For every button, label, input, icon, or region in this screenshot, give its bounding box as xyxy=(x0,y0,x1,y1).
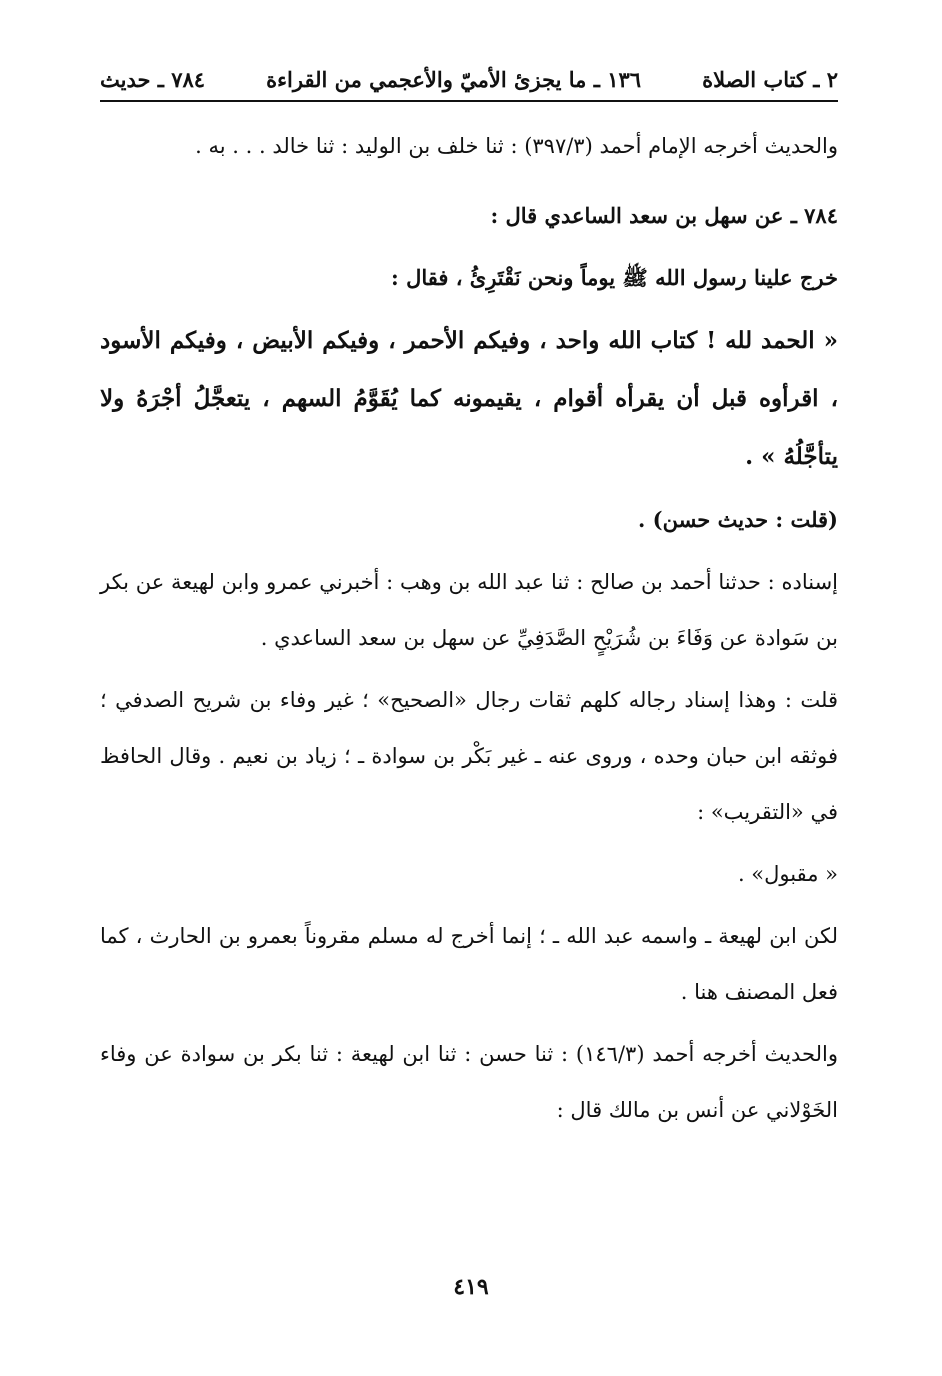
paragraph-ibn-lahia: لكن ابن لهيعة ـ واسمه عبد الله ـ ؛ إنما أخرج له مسلم مقروناً بعمرو بن الحارث ، كما فعل المصنف هنا . xyxy=(100,924,838,1004)
page-number: ٤١٩ xyxy=(453,1274,489,1300)
grading-note: (قلت : حديث حسن) . xyxy=(638,507,838,532)
header-chapter: ٢ ـ كتاب الصلاة xyxy=(702,67,838,92)
hadith-heading: ٧٨٤ ـ عن سهل بن سعد الساعدي قال : xyxy=(490,203,838,228)
page-body xyxy=(100,118,838,1138)
paragraph-quote-maqbul: « مقبول» . xyxy=(737,862,838,886)
header-divider xyxy=(100,100,838,102)
header-hadith-number: ٧٨٤ ـ حديث xyxy=(100,67,206,92)
running-header xyxy=(100,58,838,98)
paragraph-commentary: قلت : وهذا إسناد رجاله كلهم ثقات رجال «الصحيح» ؛ غير وفاء بن شريح الصدفي ؛ فوثقه ابن حبان وحده ، وروى عنه ـ غير بَكْر بن سوادة ـ ؛ زياد بن نعيم . وقال الحافظ في «التقريب» : xyxy=(100,688,838,824)
paragraph-second-takhrij: والحديث أخرجه أحمد (١٤٦/٣) : ثنا حسن : ثنا ابن لهيعة : ثنا بكر بن سوادة عن وفاء الخَوْلاني عن أنس بن مالك قال : xyxy=(100,1042,838,1122)
header-section: ١٣٦ ـ ما يجزئ الأميّ والأعجمي من القراءة xyxy=(266,67,642,92)
hadith-text: « الحمد لله ! كتاب الله واحد ، وفيكم الأحمر ، وفيكم الأبيض ، وفيكم الأسود ، اقرأوه قبل أن يقرأه أقوام ، يقيمونه كما يُقَوَّمُ السهم ، يتعجَّلُ أجْرَهُ ولا يتأجَّلُهُ » . xyxy=(100,327,838,470)
paragraph-takhrij-ahmad: والحديث أخرجه الإمام أحمد (٣٩٧/٣) : ثنا خلف بن الوليد : ثنا خالد . . . به . xyxy=(195,134,838,158)
hadith-intro: خرج علينا رسول الله ﷺ يوماً ونحن نَقْتَرِئُ ، فقال : xyxy=(391,265,838,290)
paragraph-isnad: إسناده : حدثنا أحمد بن صالح : ثنا عبد الله بن وهب : أخبرني عمرو وابن لهيعة عن بكر بن سَوادة عن وَفَاءَ بن شُرَيْحٍ الصَّدَفِيِّ عن سهل بن سعد الساعدي . xyxy=(100,570,838,650)
